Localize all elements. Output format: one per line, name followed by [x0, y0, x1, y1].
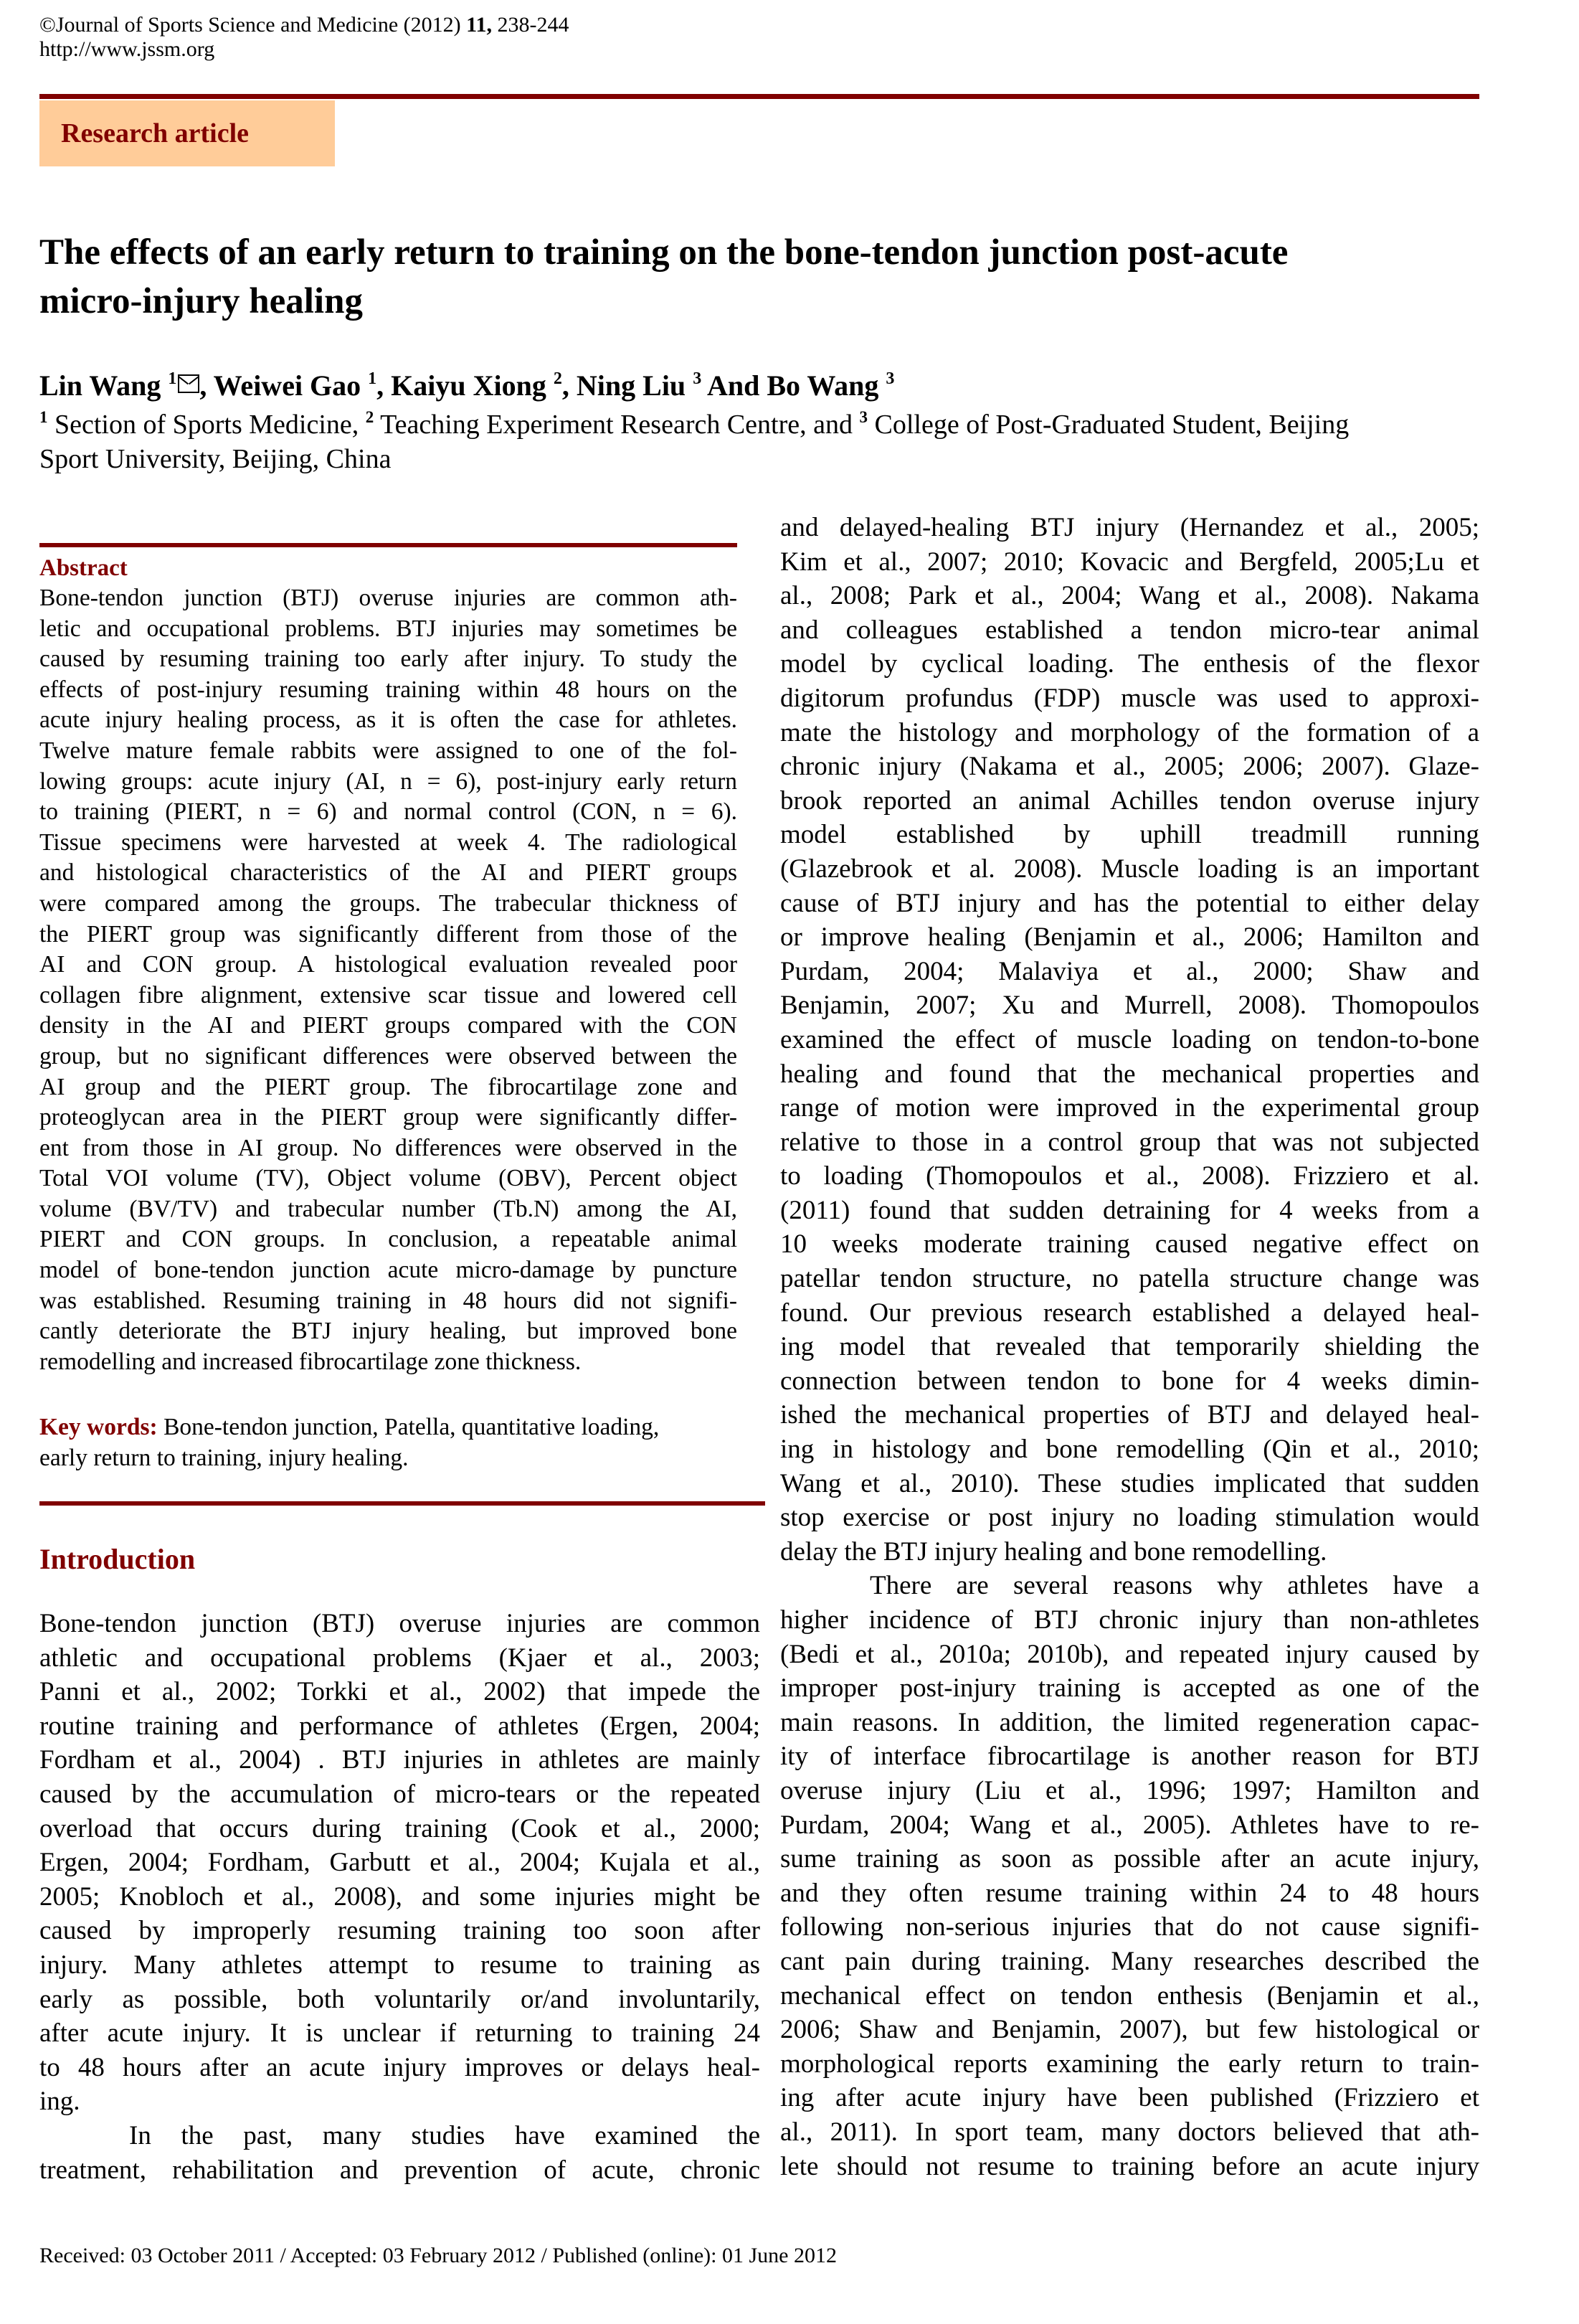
author-affil-sup: 3 [693, 369, 702, 388]
affiliation-2: Teaching Experiment Research Centre, and [374, 410, 860, 440]
journal-url[interactable]: http://www.jssm.org [39, 37, 215, 61]
publication-dates: Received: 03 October 2011 / Accepted: 03 February 2012 / Published (online): 01 June 2012 [39, 2244, 837, 2267]
journal-volume: 11, [466, 13, 493, 37]
text-line: following non-serious injuries that do not cause signifi- [780, 1912, 1479, 1942]
text-line: Tissue specimens were harvested at week 4. The radiological [39, 828, 737, 856]
text-line: the PIERT group was significantly different from those of the [39, 920, 737, 948]
affiliation-line-2: Sport University, Beijing, China [39, 444, 392, 474]
text-line: Purdam, 2004; Wang et al., 2005). Athletes have to re- [780, 1810, 1479, 1840]
text-line: to 48 hours after an acute injury improves or delays heal- [39, 2052, 760, 2082]
text-line: lowing groups: acute injury (AI, n = 6), post-injury early return [39, 767, 737, 795]
text-line: Twelve mature female rabbits were assigned to one of the fol- [39, 737, 737, 764]
text-line: patellar tendon structure, no patella structure change was [780, 1264, 1479, 1294]
text-line: sume training as soon as possible after an acute injury, [780, 1844, 1479, 1874]
text-line: healing and found that the mechanical properties and [780, 1059, 1479, 1089]
text-line: higher incidence of BTJ chronic injury than non-athletes [780, 1605, 1479, 1635]
text-line: model of bone-tendon junction acute micro-damage by puncture [39, 1257, 737, 1284]
text-line: Kim et al., 2007; 2010; Kovacic and Bergfeld, 2005;Lu et [780, 547, 1479, 577]
text-line: to training (PIERT, n = 6) and normal control (CON, n = 6). [39, 798, 737, 826]
text-line: or improve healing (Benjamin et al., 2006; Hamilton and [780, 922, 1479, 953]
text-line: Bone-tendon junction (BTJ) overuse injuries are common ath- [39, 585, 737, 611]
title-line-1: The effects of an early return to training on the bone-tendon junction post-acute [39, 232, 1289, 273]
header-rule [39, 94, 1479, 99]
text-line: ished the mechanical properties of BTJ and delayed heal- [780, 1400, 1479, 1430]
author-name: Lin Wang [39, 369, 161, 402]
text-line: and colleagues established a tendon micro-tear animal [780, 615, 1479, 645]
text-line: Bone-tendon junction (BTJ) overuse injuries are common [39, 1609, 760, 1638]
journal-citation [39, 13, 569, 37]
text-line: ing after acute injury have been published (Frizziero et [780, 2083, 1479, 2113]
author-affil-sup: 3 [886, 369, 895, 388]
text-line: overload that occurs during training (Cook et al., 2000; [39, 1813, 760, 1843]
text-line: (2011) found that sudden detraining for 4 weeks from a [780, 1195, 1479, 1225]
abstract-top-rule [39, 543, 737, 547]
keywords-line-2: early return to training, injury healing. [39, 1445, 409, 1471]
text-line: group, but no significant differences were observed between the [39, 1042, 737, 1069]
author-name: Ning Liu [576, 369, 686, 402]
text-line: ing model that revealed that temporarily shielding the [780, 1332, 1479, 1362]
text-line: cant pain during training. Many researches described the [780, 1946, 1479, 1976]
text-line: and they often resume training within 24 to 48 hours [780, 1878, 1479, 1908]
keywords-bottom-rule [39, 1501, 765, 1506]
text-line: ity of interface fibrocartilage is another reason for BTJ [780, 1742, 1479, 1772]
affiliation-3: College of Post-Graduated Student, Beijing [868, 410, 1350, 440]
text-line: ing. [39, 2087, 80, 2117]
text-line: and histological characteristics of the AI and PIERT groups [39, 859, 737, 887]
author-list: Lin Wang $^1$ , Weiwei Gao $^1$, Kaiyu Xiong $^2$, Ning Liu $^3$ And Bo Wang $^3$ [39, 369, 895, 402]
text-line: brook reported an animal Achilles tendon overuse injury [780, 785, 1479, 816]
keywords [39, 1412, 767, 1473]
text-line: and delayed-healing BTJ injury (Hernandez et al., 2005; [780, 513, 1479, 542]
text-line: ing in histology and bone remodelling (Qin et al., 2010; [780, 1435, 1479, 1465]
text-line: Total VOI volume (TV), Object volume (OBV), Percent object [39, 1165, 737, 1192]
text-line: 10 weeks moderate training caused negative effect on [780, 1229, 1479, 1260]
text-line: caused by improperly resuming training too soon after [39, 1916, 760, 1946]
text-line: after acute injury. It is unclear if returning to training 24 [39, 2018, 760, 2049]
text-line: al., 2011). In sport team, many doctors believed that ath- [780, 2117, 1479, 2147]
text-line: range of motion were improved in the experimental group [780, 1093, 1479, 1123]
journal-pages: 238-244 [492, 13, 569, 37]
text-line: was established. Resuming training in 48 hours did not signifi- [39, 1287, 737, 1314]
text-line: density in the AI and PIERT groups compared with the CON [39, 1012, 737, 1039]
text-line: Purdam, 2004; Malaviya et al., 2000; Shaw and [780, 956, 1479, 986]
text-line: digitorum profundus (FDP) muscle was used to approxi- [780, 683, 1479, 713]
text-line: cause of BTJ injury and has the potential to either delay [780, 888, 1479, 918]
affiliations: $^1$ Section of Sports Medicine, $^2$ Teaching Experiment Research Centre, and $^3$ College of Post-Graduated Student, Beijing Sport University, Beijing, China [39, 407, 1481, 476]
author-affil-sup: 1 [168, 369, 177, 388]
text-line: main reasons. In addition, the limited regeneration capac- [780, 1707, 1479, 1737]
author-affil-sup: 2 [553, 369, 562, 388]
text-line: morphological reports examining the early return to train- [780, 2049, 1479, 2079]
abstract-body [39, 583, 737, 1377]
keywords-label: Key words: [39, 1414, 158, 1440]
text-line: lete should not resume to training before an acute injury [780, 2151, 1479, 2181]
text-line: to loading (Thomopoulos et al., 2008). Frizziero et al. [780, 1161, 1479, 1191]
text-line: examined the effect of muscle loading on tendon-to-bone [780, 1024, 1479, 1054]
text-line: Benjamin, 2007; Xu and Murrell, 2008). Thomopoulos [780, 991, 1479, 1021]
text-line: 2005; Knobloch et al., 2008), and some injuries might be [39, 1881, 760, 1912]
text-line: mechanical effect on tendon enthesis (Benjamin et al., [780, 1980, 1479, 2011]
author-name: And Bo Wang [706, 369, 879, 402]
abstract-heading: Abstract [39, 555, 128, 581]
journal-name: ©Journal of Sports Science and Medicine (2012) [39, 13, 467, 37]
text-line: ent from those in AI group. No differences were observed in the [39, 1134, 737, 1161]
keywords-line-1: Bone-tendon junction, Patella, quantitative loading, [157, 1414, 660, 1440]
article-title [39, 228, 1481, 326]
text-line: al., 2008; Park et al., 2004; Wang et al., 2008). Nakama [780, 581, 1479, 611]
text-line: overuse injury (Liu et al., 1996; 1997; Hamilton and [780, 1775, 1479, 1805]
text-line: relative to those in a control group that was not subjected [780, 1127, 1479, 1157]
text-line: Fordham et al., 2004) . BTJ injuries in athletes are mainly [39, 1745, 760, 1775]
text-line: volume (BV/TV) and trabecular number (Tb.N) among the AI, [39, 1195, 737, 1222]
introduction-right-column [780, 511, 1479, 2183]
text-line: remodelling and increased fibrocartilage zone thickness. [39, 1348, 582, 1375]
text-line: AI group and the PIERT group. The fibrocartilage zone and [39, 1073, 737, 1100]
affiliation-1: Section of Sports Medicine, [47, 410, 366, 440]
text-line: (Glazebrook et al. 2008). Muscle loading is an important [780, 854, 1479, 884]
text-line: model established by uphill treadmill running [780, 820, 1479, 850]
text-line: collagen fibre alignment, extensive scar tissue and lowered cell [39, 981, 737, 1009]
introduction-left-column [39, 1607, 760, 2187]
text-line: Ergen, 2004; Fordham, Garbutt et al., 2004; Kujala et al., [39, 1848, 760, 1878]
text-line: Wang et al., 2010). These studies implicated that sudden [780, 1468, 1479, 1498]
text-line: injury. Many athletes attempt to resume to training as [39, 1950, 760, 1980]
text-line: athletic and occupational problems (Kjaer et al., 2003; [39, 1643, 760, 1673]
text-line: routine training and performance of athletes (Ergen, 2004; [39, 1711, 760, 1741]
introduction-heading: Introduction [39, 1543, 196, 1575]
text-line: were compared among the groups. The trabecular thickness of [39, 889, 737, 917]
author-name: Kaiyu Xiong [391, 369, 546, 402]
text-line: treatment, rehabilitation and prevention of acute, chronic [39, 2155, 760, 2185]
text-line: delay the BTJ injury healing and bone remodelling. [780, 1536, 1327, 1567]
text-line: PIERT and CON groups. In conclusion, a repeatable animal [39, 1226, 737, 1253]
text-line: 2006; Shaw and Benjamin, 2007), but few histological or [780, 2015, 1479, 2045]
text-line: AI and CON group. A histological evaluation revealed poor [39, 951, 737, 978]
text-line: found. Our previous research established a delayed heal- [780, 1298, 1479, 1328]
article-type-badge [39, 100, 335, 166]
text-line: (Bedi et al., 2010a; 2010b), and repeated injury caused by [780, 1639, 1479, 1669]
author-affil-sup: 1 [368, 369, 377, 388]
text-line: early as possible, both voluntarily or/and involuntarily, [39, 1984, 760, 2014]
text-line: stop exercise or post injury no loading stimulation would [780, 1503, 1479, 1533]
text-line: caused by resuming training too early after injury. To study the [39, 646, 737, 673]
text-line: chronic injury (Nakama et al., 2005; 2006; 2007). Glaze- [780, 752, 1479, 782]
text-line: In the past, many studies have examined the [129, 2120, 760, 2150]
text-line: Panni et al., 2002; Torkki et al., 2002) that impede the [39, 1677, 760, 1707]
author-name: Weiwei Gao [213, 369, 361, 402]
text-line: model by cyclical loading. The enthesis of the flexor [780, 649, 1479, 679]
text-line: mate the histology and morphology of the formation of a [780, 717, 1479, 747]
text-line: connection between tendon to bone for 4 weeks dimin- [780, 1366, 1479, 1396]
text-line: proteoglycan area in the PIERT group were significantly differ- [39, 1104, 737, 1131]
envelope-icon[interactable] [178, 374, 199, 393]
text-line: letic and occupational problems. BTJ injuries may sometimes be [39, 615, 737, 642]
text-line: caused by the accumulation of micro-tears or the repeated [39, 1779, 760, 1809]
title-line-2: micro-injury healing [39, 281, 363, 321]
text-line: acute injury healing process, as it is often the case for athletes. [39, 707, 737, 734]
text-line: effects of post-injury resuming training within 48 hours on the [39, 676, 737, 703]
text-line: improper post-injury training is accepted as one of the [780, 1673, 1479, 1704]
article-type-label: Research article [61, 118, 250, 148]
text-line: There are several reasons why athletes have a [870, 1571, 1479, 1601]
text-line: cantly deteriorate the BTJ injury healing, but improved bone [39, 1318, 737, 1345]
